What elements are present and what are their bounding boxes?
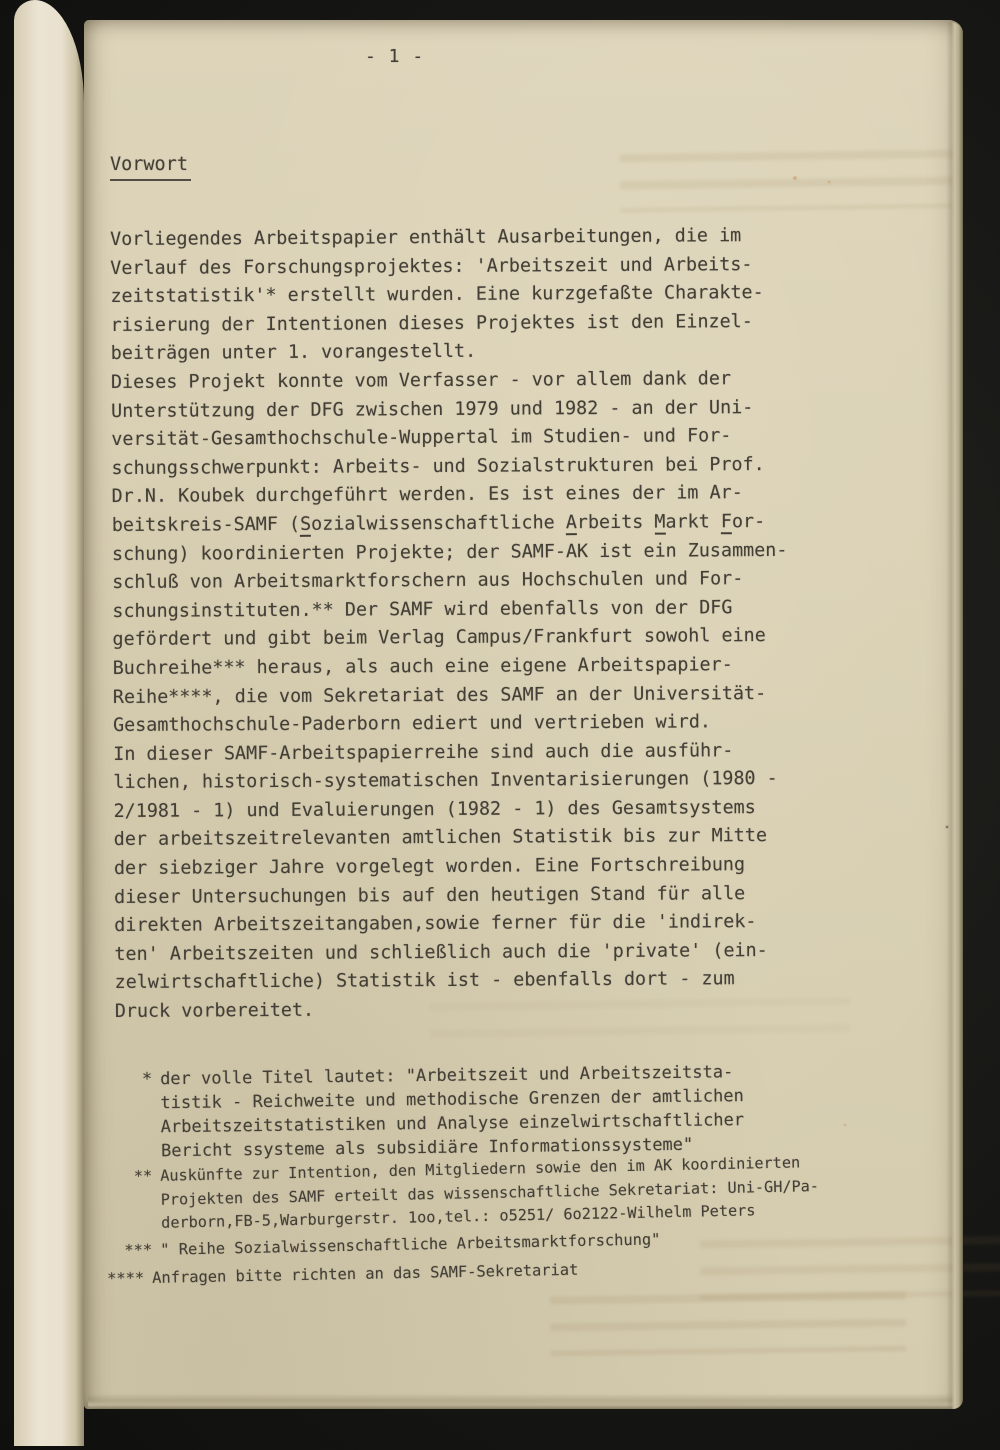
- text-line: Dieses Projekt konnte vom Verfasser - vor allem dank der: [110, 368, 732, 393]
- text-line: Projekten des SAMF erteilt das wissenschaftliche Sekretariat: Uni-GH/Pa-: [160, 1176, 820, 1209]
- page-title: Vorwort: [110, 154, 191, 181]
- text-line: " Reihe Sozialwissenschaftliche Arbeitsmarktforschung": [160, 1230, 661, 1259]
- text-line: schluß von Arbeitsmarktforschern aus Hochschulen und For-: [112, 568, 744, 594]
- text-line: der volle Titel lautet: "Arbeitszeit und Arbeitszeitsta-: [160, 1062, 734, 1090]
- footnote-marker: ***: [124, 1240, 153, 1260]
- text-line: Verlauf des Forschungsprojektes: 'Arbeitszeit und Arbeits-: [110, 253, 753, 279]
- left-page-edge: [14, 0, 84, 1446]
- text-line: 2/1981 - 1) und Evaluierungen (1982 - 1) des Gesamtsystems: [113, 796, 756, 822]
- text-line: gefördert und gibt beim Verlag Campus/Frankfurt sowohl eine: [112, 625, 766, 651]
- text-line: risierung der Intentionen dieses Projektes ist den Einzel-: [110, 310, 753, 336]
- footnote: [94, 1259, 579, 1291]
- text-line: schung) koordinierten Projekte; der SAMF-AK ist ein Zusammen-: [111, 539, 788, 565]
- text-line: direkten Arbeitszeitangaben,sowie ferner für die 'indirek-: [114, 911, 757, 937]
- bleed-through: [550, 1292, 907, 1357]
- footnote-marker: ****: [106, 1269, 145, 1288]
- text-line: Gesamthochschule-Paderborn ediert und vertrieben wird.: [112, 711, 712, 737]
- text-line: lichen, historisch-systematischen Inventarisierungen (1980 -: [113, 768, 778, 794]
- text-line: derborn,FB-5,Warburgerstr. 1oo,tel.: o5251/ 6o2122-Wilhelm Peters: [161, 1201, 756, 1232]
- text-line: Dr.N. Koubek durchgeführt werden. Es ist eines der im Ar-: [111, 482, 743, 508]
- text-line: schungsschwerpunkt: Arbeits- und Sozialstrukturen bei Prof.: [111, 453, 765, 479]
- footnote-text: [160, 1151, 820, 1235]
- text-line: schungsinstituten.** Der SAMF wird ebenfalls von der DFG: [112, 596, 733, 622]
- text-line: Vorliegendes Arbeitspapier enthält Ausarbeitungen, die im: [110, 225, 742, 250]
- text-line: tistik - Reichweite und methodische Grenzen der amtlichen: [160, 1086, 744, 1114]
- text-line: beitskreis-SAMF (Sozialwissenschaftliche Arbeits Markt For-: [111, 510, 766, 536]
- text-line: dieser Untersuchungen bis auf den heutigen Stand für alle: [114, 882, 746, 908]
- text-line: Bericht ssysteme als subsidiäre Informationssysteme": [160, 1134, 694, 1162]
- footnote: [102, 1060, 745, 1164]
- footnote-marker: **: [133, 1166, 153, 1186]
- text-line: Auskünfte zur Intention, den Mitgliedern sowie den im AK koordinierten: [160, 1153, 801, 1185]
- text-line: ten' Arbeitszeiten und schließlich auch die 'private' (ein-: [114, 939, 768, 965]
- body-text: [110, 222, 825, 1027]
- bleed-through: [620, 150, 957, 213]
- text-line: Unterstützung der DFG zwischen 1979 und 1982 - an der Uni-: [111, 396, 754, 422]
- bleed-through: [700, 1236, 1000, 1301]
- text-line: zeitstatistik'* erstellt wurden. Eine kurzgefaßte Charakte-: [110, 282, 764, 308]
- footnote-text: [160, 1060, 745, 1163]
- page-number: - 1 -: [365, 46, 425, 67]
- text-line: zelwirtschaftliche) Statistik ist - ebenfalls dort - zum: [114, 968, 735, 994]
- text-line: Arbeitszeitstatistiken und Analyse einzelwirtschaftlicher: [160, 1110, 745, 1138]
- text-line: Druck vorbereitet.: [114, 999, 315, 1023]
- scanned-page: [84, 20, 963, 1409]
- footnote-marker: *: [141, 1069, 153, 1090]
- footnote-text: [152, 1259, 579, 1290]
- text-line: In dieser SAMF-Arbeitspapierreihe sind auch die ausführ-: [113, 739, 734, 765]
- text-line: versität-Gesamthochschule-Wuppertal im Studien- und For-: [111, 425, 732, 451]
- text-line: der arbeitszeitrelevanten amtlichen Statistik bis zur Mitte: [113, 825, 768, 851]
- text-line: Anfragen bitte richten an das SAMF-Sekretariat: [152, 1260, 579, 1287]
- footnote: [102, 1151, 820, 1236]
- text-line: beiträgen unter 1. vorangestellt.: [110, 341, 477, 365]
- text-line: der siebziger Jahre vorgelegt worden. Eine Fortschreibung: [113, 854, 746, 880]
- text-line: Reihe****, die vom Sekretariat des SAMF an der Universität-: [112, 682, 767, 708]
- text-line: Buchreihe*** heraus, als auch eine eigene Arbeitspapier-: [112, 654, 733, 679]
